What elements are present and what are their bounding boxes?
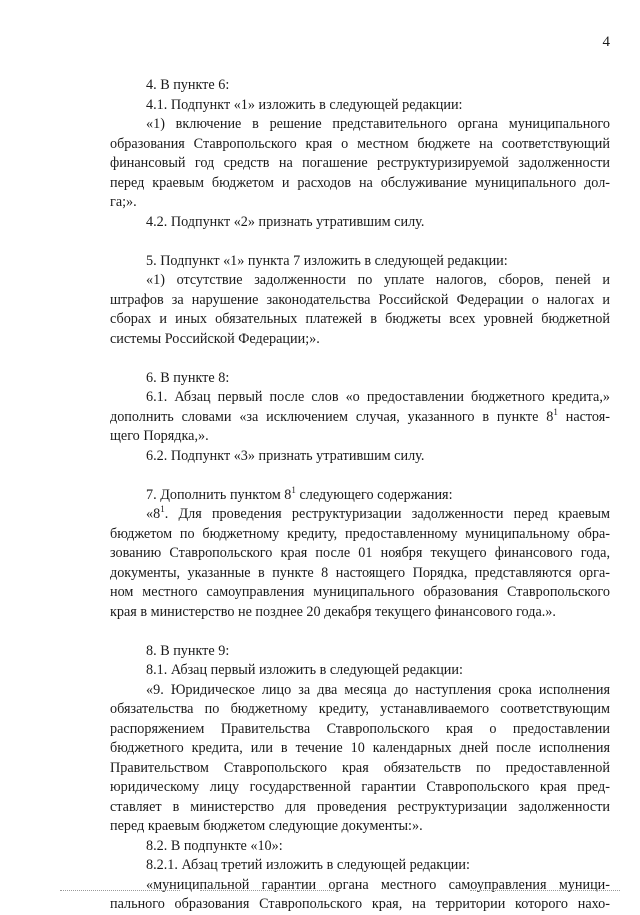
text-line-main: образования Ставропольского края о местном бюджете на соответствующий — [110, 135, 610, 152]
text-line — [110, 798, 610, 818]
text-line-main: штрафов за нарушение законодательства Российской Федерации о налогах и — [110, 291, 610, 308]
text-line-main: ставляет в министерство для проведения реструктуризации задолженности — [110, 798, 610, 815]
paragraph-gap — [110, 466, 610, 486]
document-body — [110, 76, 610, 915]
text-line-main: перед краевым бюджетом следующие документы:». — [110, 818, 423, 834]
text-line-main: 7. Дополнить пунктом 8 — [146, 486, 292, 503]
text-line — [110, 408, 610, 428]
text-line-main: финансовый год средств на погашение реструктуризируемой задолженности — [110, 155, 610, 171]
text-line — [110, 427, 610, 447]
text-line-main: бюджетом по бюджетному кредиту, предоставленному муниципальному обра- — [110, 525, 610, 542]
text-line-main: 4.2. Подпункт «2» признать утратившим силу. — [146, 213, 425, 230]
text-line — [110, 154, 610, 174]
text-line-main: зованию Ставропольского края после 01 ноября текущего финансового года, — [110, 545, 610, 561]
text-line — [110, 193, 610, 213]
text-line — [110, 778, 610, 798]
text-line-main: пального образования Ставропольского края, на территории которого нахо- — [110, 896, 610, 912]
text-line-main: перед краевым бюджетом и расходов на обслуживание муниципального дол- — [110, 174, 610, 191]
text-line — [110, 720, 610, 740]
text-line — [110, 837, 610, 857]
paragraph-gap — [110, 622, 610, 642]
text-line-main: 8. В пункте 9: — [146, 642, 230, 659]
text-line-continuation: настоя- — [557, 408, 610, 425]
text-line-main: 6. В пункте 8: — [146, 369, 230, 386]
text-line — [110, 759, 610, 779]
text-line-main: га;». — [110, 194, 137, 210]
text-line — [110, 213, 610, 233]
text-line — [110, 661, 610, 681]
text-line-main: края в министерство не позднее 20 декабря текущего финансового года.». — [110, 603, 556, 620]
text-line-main: 6.2. Подпункт «3» признать утратившим силу. — [146, 447, 425, 464]
scan-edge-line — [60, 890, 180, 891]
text-line-main: системы Российской Федерации;». — [110, 330, 320, 347]
text-line — [110, 174, 610, 194]
text-line — [110, 388, 610, 408]
text-line-main: ном местного самоуправления муниципального образования Ставропольского — [110, 584, 610, 600]
text-line-main: бюджетного кредита, или в течение 10 календарных дней после исполнения — [110, 740, 610, 756]
text-line-main: 5. Подпункт «1» пункта 7 изложить в следующей редакции: — [146, 252, 508, 269]
text-line-main: 8.1. Абзац первый изложить в следующей редакции: — [146, 662, 463, 678]
text-line-main: «муниципальной гарантии органа местного самоуправления муници- — [146, 876, 610, 893]
text-line — [110, 252, 610, 272]
text-line-main: «1) отсутствие задолженности по уплате налогов, сборов, пеней и — [146, 272, 610, 288]
text-line — [110, 681, 610, 701]
text-line — [110, 817, 610, 837]
text-line-main: сборах и иных обязательных платежей в бюджеты всех уровней бюджетной — [110, 311, 610, 327]
text-line-main: обязательства по бюджетному кредиту, устанавливаемого соответствующим — [110, 701, 610, 717]
paragraph-gap — [110, 232, 610, 252]
text-line-main: 4.1. Подпункт «1» изложить в следующей редакции: — [146, 96, 463, 113]
text-line-main: юридическому лицу государственной гарантии Ставропольского края пред- — [110, 779, 610, 795]
page-number: 4 — [602, 34, 610, 50]
text-line-continuation: следующего содержания: — [295, 486, 453, 503]
text-line — [110, 291, 610, 311]
text-line — [110, 330, 610, 350]
scan-edge-line — [470, 890, 620, 891]
superscript: 1 — [160, 504, 165, 514]
scan-edge-line — [200, 890, 340, 891]
text-line — [110, 310, 610, 330]
text-line — [110, 642, 610, 662]
text-line — [110, 583, 610, 603]
text-line-main: «8 — [146, 506, 161, 522]
text-line-main: «1) включение в решение представительного органа муниципального — [146, 116, 610, 132]
text-line — [110, 135, 610, 155]
text-line — [110, 447, 610, 467]
text-line-main: 8.2. В подпункте «10»: — [146, 837, 283, 854]
text-line-main: 8.2.1. Абзац третий изложить в следующей редакции: — [146, 857, 470, 873]
text-line — [110, 544, 610, 564]
superscript: 1 — [553, 406, 558, 417]
text-line — [110, 115, 610, 135]
text-line — [110, 505, 610, 525]
text-line — [110, 700, 610, 720]
text-line — [110, 271, 610, 291]
paragraph-gap — [110, 349, 610, 369]
text-line — [110, 486, 610, 506]
text-line — [110, 739, 610, 759]
text-line-main: «9. Юридическое лицо за два месяца до наступления срока исполнения — [146, 681, 610, 698]
superscript: 1 — [291, 484, 296, 495]
text-line-main: 4. В пункте 6: — [146, 77, 230, 93]
text-line — [110, 525, 610, 545]
text-line-continuation: . Для проведения реструктуризации задолженности перед краевым — [164, 506, 610, 522]
text-line — [110, 603, 610, 623]
text-line-main: Правительством Ставропольского края обязательств по предоставленной — [110, 759, 610, 776]
text-line — [110, 856, 610, 876]
text-line — [110, 564, 610, 584]
text-line-main: 6.1. Абзац первый после слов «о предоставлении бюджетного кредита,» — [146, 389, 610, 405]
text-line-main: щего Порядка,». — [110, 428, 209, 444]
text-line — [110, 76, 610, 96]
text-line-main: распоряжением Правительства Ставропольского края о предоставлении — [110, 720, 610, 737]
text-line — [110, 369, 610, 389]
text-line — [110, 96, 610, 116]
text-line — [110, 876, 610, 896]
text-line-main: документы, указанные в пункте 8 настоящего Порядка, представляются орга- — [110, 564, 610, 581]
text-line-main: дополнить словами «за исключением случая, указанного в пункте 8 — [110, 408, 554, 425]
